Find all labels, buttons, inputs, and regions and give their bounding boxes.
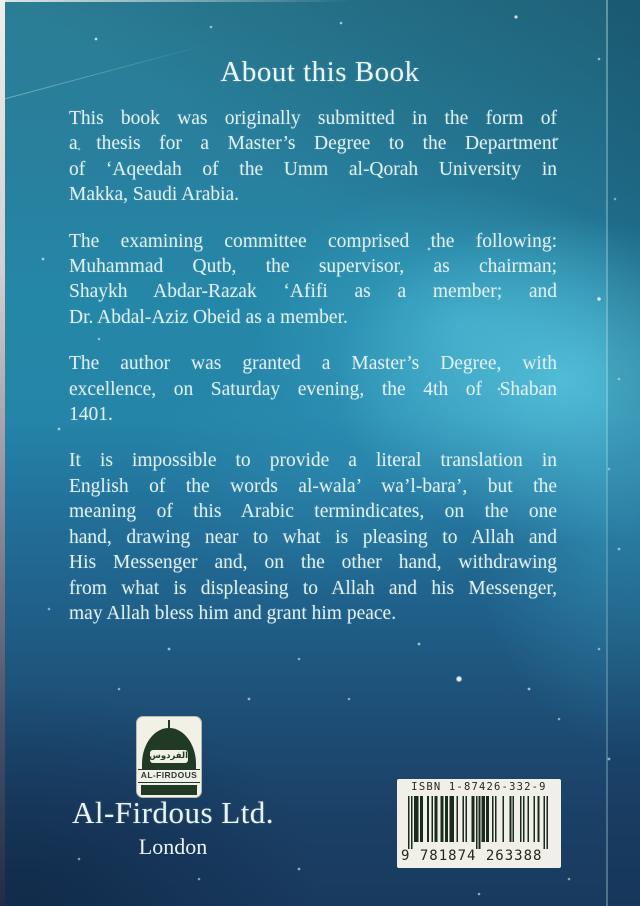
logo-arabic-label: الفردوس bbox=[149, 751, 188, 761]
paragraph-line: from what is displeasing to Allah and his Messenger, bbox=[69, 577, 557, 599]
about-text-block bbox=[69, 106, 557, 647]
paragraph-line: This book was originally submitted in the form of bbox=[69, 108, 557, 129]
paragraph-line: The author was granted a Master’s Degree, with bbox=[69, 353, 557, 375]
paragraph-line: English of the words al-wala’ wa’l-bara’, but the bbox=[69, 475, 557, 497]
paragraph-line: hand, drawing near to what is pleasing to Allah and bbox=[69, 526, 557, 548]
paragraph-line: 1401. bbox=[69, 404, 113, 426]
paragraph-line: a thesis for a Master’s Degree to the Department bbox=[69, 133, 557, 155]
paragraph-line: Shaykh Abdar-Razak ‘Afifi as a member; and bbox=[69, 281, 557, 303]
paragraph-line: It is impossible to provide a literal translation in bbox=[69, 450, 557, 472]
publisher-block bbox=[23, 795, 323, 860]
paragraph-line: The examining committee comprised the following: bbox=[69, 230, 557, 252]
about-paragraph bbox=[69, 106, 557, 208]
about-paragraph bbox=[69, 229, 557, 331]
about-paragraph bbox=[69, 351, 557, 427]
scan-edge-top bbox=[0, 0, 352, 2]
about-paragraph bbox=[69, 448, 557, 626]
right-shade bbox=[608, 0, 640, 906]
page-title: About this Book bbox=[220, 56, 420, 88]
ean-digits: 9 781874 263388 bbox=[401, 848, 543, 864]
barcode-bars bbox=[408, 796, 548, 849]
publisher-name: Al-Firdous Ltd. bbox=[71, 795, 275, 830]
publisher-city: London bbox=[138, 834, 208, 859]
paragraph-line: meaning of this Arabic termindicates, on the one bbox=[69, 501, 557, 523]
paragraph-line: Makka, Saudi Arabia. bbox=[69, 184, 240, 206]
paragraph-line: His Messenger and, on the other hand, withdrawing bbox=[69, 552, 557, 574]
logo-wordmark: AL-FIRDOUS bbox=[138, 769, 200, 783]
paragraph-line: excellence, on Saturday evening, the 4th of Shaban bbox=[69, 378, 557, 400]
barcode-panel bbox=[397, 779, 561, 868]
scan-edge-left bbox=[0, 0, 5, 906]
logo-base-block bbox=[141, 785, 197, 795]
paragraph-line: may Allah bless him and grant him peace. bbox=[69, 602, 397, 624]
publisher-logo bbox=[136, 716, 202, 798]
paragraph-line: of ‘Aqeedah of the Umm al-Qorah University in bbox=[69, 158, 557, 180]
isbn-label: ISBN 1-87426-332-9 bbox=[411, 781, 547, 793]
paragraph-line: Dr. Abdal-Aziz Obeid as a member. bbox=[69, 306, 348, 328]
spine-crease-line bbox=[606, 0, 608, 906]
paragraph-line: Muhammad Qutb, the supervisor, as chairman; bbox=[69, 256, 557, 278]
